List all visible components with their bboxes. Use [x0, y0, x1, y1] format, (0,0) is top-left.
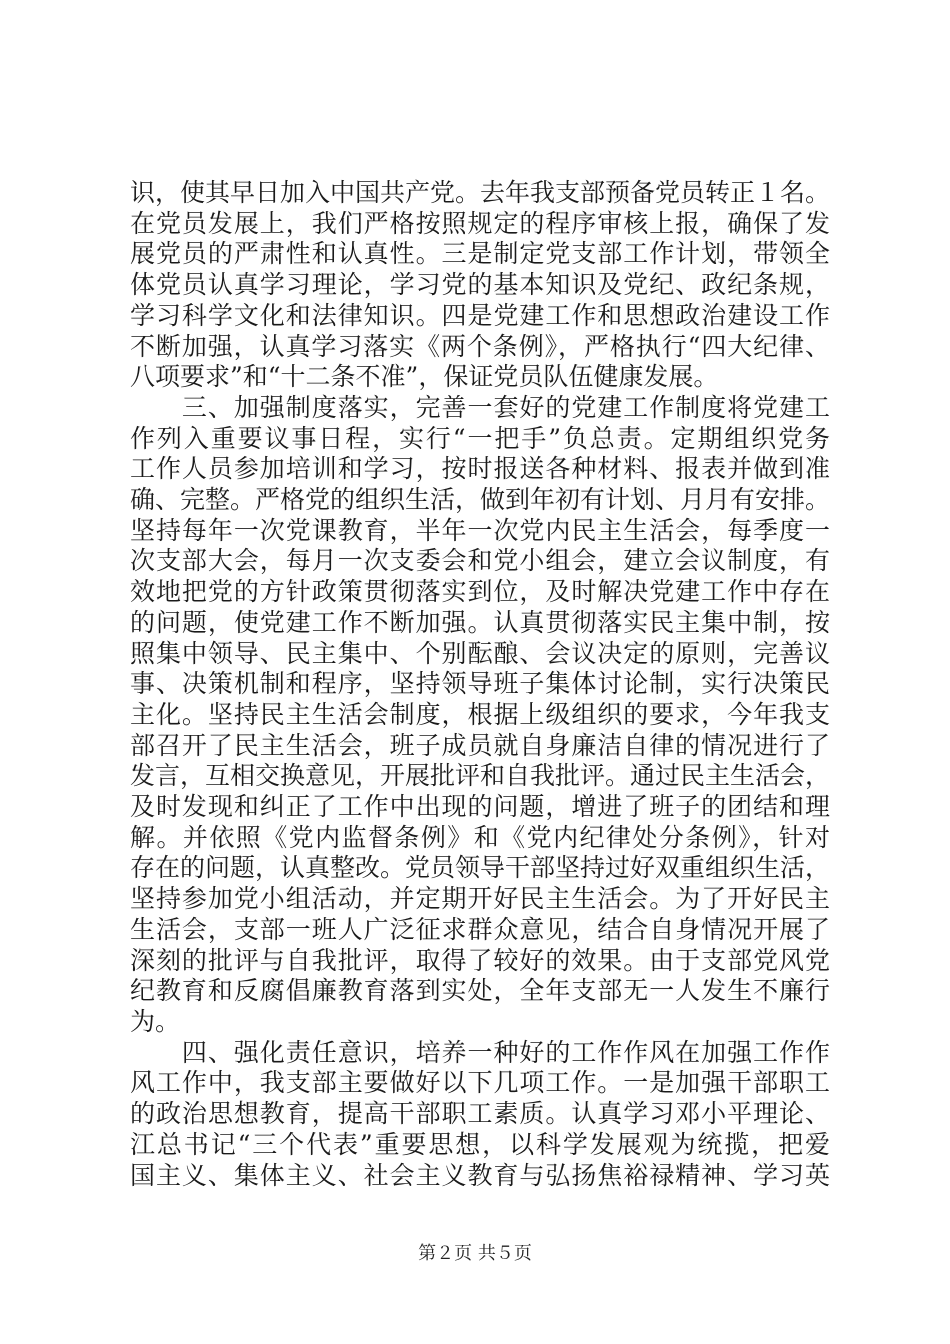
text-line: 发言，互相交换意见，开展批评和自我批评。通过民主生活会， — [130, 761, 831, 791]
text-line: 及时发现和纠正了工作中出现的问题，增进了班子的团结和理 — [130, 792, 830, 822]
text-line: 四、强化责任意识，培养一种好的工作作风在加强工作作 — [130, 1037, 830, 1067]
text-line: 主化。坚持民主生活会制度，根据上级组织的要求，今年我支 — [130, 699, 830, 729]
text-line: 深刻的批评与自我批评，取得了较好的效果。由于支部党风党 — [130, 945, 830, 975]
text-line: 展党员的严肃性和认真性。三是制定党支部工作计划，带领全 — [130, 239, 830, 269]
body-text — [130, 178, 830, 1191]
text-line: 效地把党的方针政策贯彻落实到位，及时解决党建工作中存在 — [130, 577, 830, 607]
text-line: 在党员发展上，我们严格按照规定的程序审核上报，确保了发 — [130, 208, 830, 238]
text-line: 作列入重要议事日程，实行“一把手”负总责。定期组织党务 — [130, 423, 830, 453]
text-line: 为。 — [130, 1006, 181, 1036]
text-line: 风工作中，我支部主要做好以下几项工作。一是加强干部职工 — [130, 1068, 830, 1098]
text-line: 八项要求”和“十二条不准”，保证党员队伍健康发展。 — [130, 362, 719, 392]
text-line: 江总书记“三个代表”重要思想，以科学发展观为统揽，把爱 — [130, 1129, 830, 1159]
text-line: 工作人员参加培训和学习，按时报送各种材料、报表并做到准 — [130, 454, 830, 484]
text-line: 部召开了民主生活会，班子成员就自身廉洁自律的情况进行了 — [130, 730, 830, 760]
text-line: 不断加强，认真学习落实《两个条例》，严格执行“四大纪律、 — [130, 331, 830, 361]
text-line: 体党员认真学习理论，学习党的基本知识及党纪、政纪条规， — [130, 270, 830, 300]
text-line: 国主义、集体主义、社会主义教育与弘扬焦裕禄精神、学习英 — [130, 1160, 830, 1190]
text-line: 纪教育和反腐倡廉教育落到实处，全年支部无一人发生不廉行 — [130, 976, 830, 1006]
text-line: 学习科学文化和法律知识。四是党建工作和思想政治建设工作 — [130, 300, 830, 330]
text-line: 次支部大会，每月一次支委会和党小组会，建立会议制度，有 — [130, 546, 830, 576]
text-line: 确、完整。严格党的组织生活，做到年初有计划、月月有安排。 — [130, 485, 831, 515]
text-line: 坚持每年一次党课教育，半年一次党内民主生活会，每季度一 — [130, 515, 830, 545]
page-number-footer: 第２页 共５页 — [418, 1243, 532, 1264]
text-line: 的问题，使党建工作不断加强。认真贯彻落实民主集中制，按 — [130, 607, 830, 637]
text-line: 存在的问题，认真整改。党员领导干部坚持过好双重组织生活， — [130, 853, 831, 883]
text-line: 事、决策机制和程序，坚持领导班子集体讨论制，实行决策民 — [130, 669, 830, 699]
text-line: 识，使其早日加入中国共产党。去年我支部预备党员转正１名。 — [130, 178, 831, 207]
text-line: 照集中领导、民主集中、个别酝酿、会议决定的原则，完善议 — [130, 638, 830, 668]
text-line: 的政治思想教育，提高干部职工素质。认真学习邓小平理论、 — [130, 1099, 830, 1129]
text-line: 三、加强制度落实，完善一套好的党建工作制度将党建工 — [130, 392, 830, 422]
text-line: 坚持参加党小组活动，并定期开好民主生活会。为了开好民主 — [130, 884, 830, 914]
text-line: 解。并依照《党内监督条例》和《党内纪律处分条例》，针对 — [130, 822, 830, 852]
text-line: 生活会，支部一班人广泛征求群众意见，结合自身情况开展了 — [130, 914, 830, 944]
